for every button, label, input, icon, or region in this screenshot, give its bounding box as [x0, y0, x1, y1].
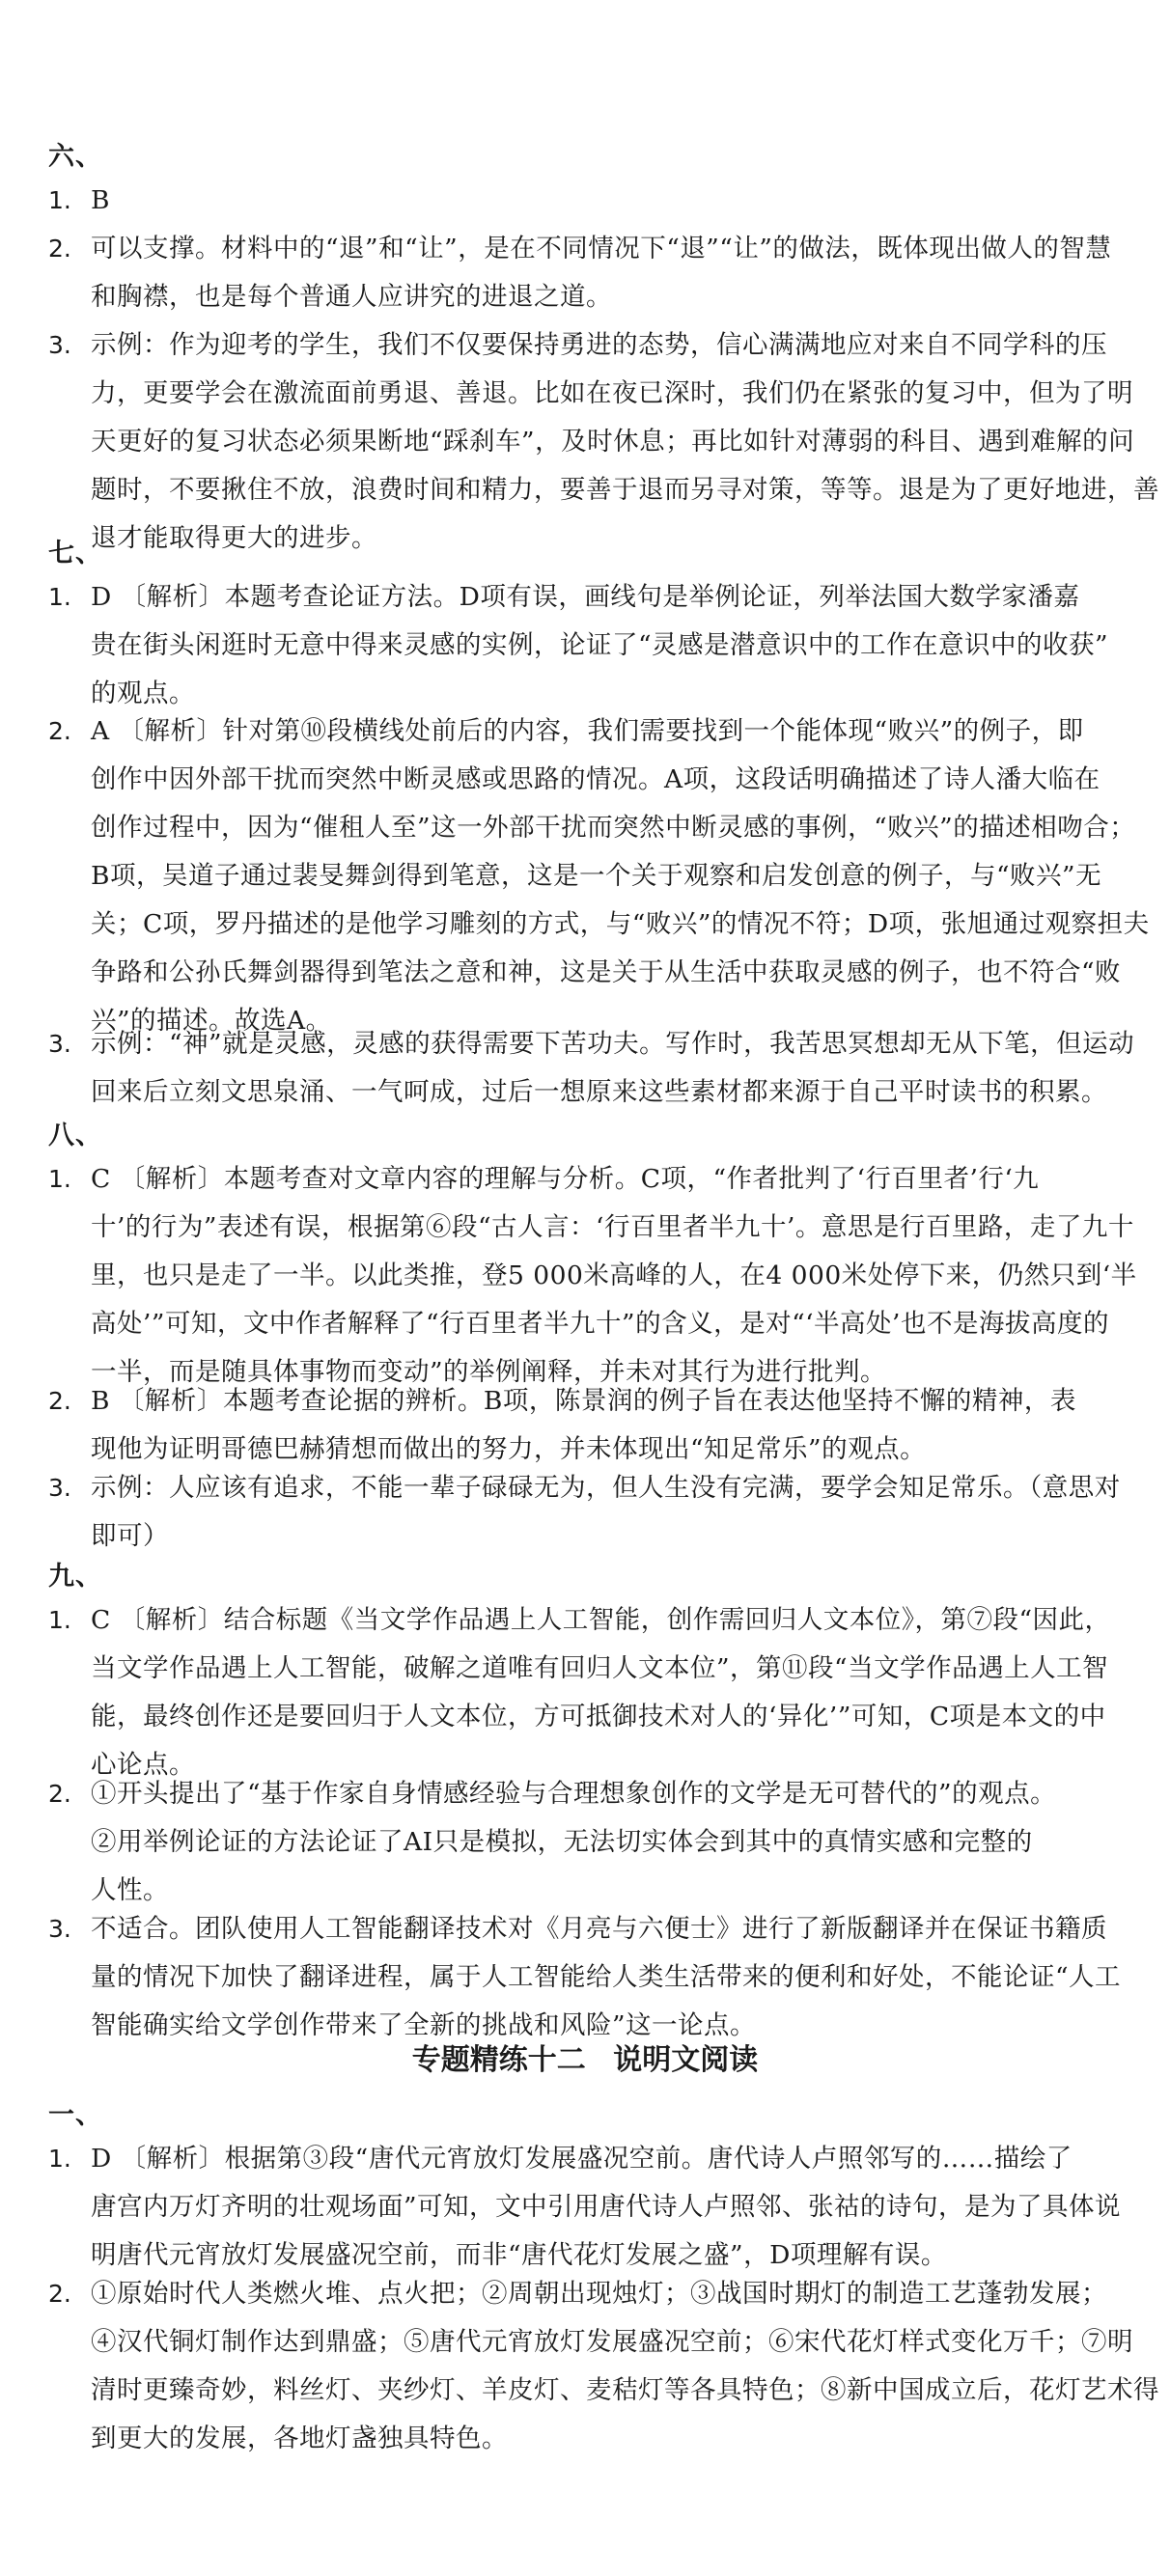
text-line: 能，最终创作还是要回归于人文本位，方可抵御技术对人的‘异化’”可知，C项是本文的中	[91, 1702, 1106, 1731]
text-line: 一半，而是随具体事物而变动”的举例阐释，并未对其行为进行批判。	[91, 1357, 887, 1387]
text-line: 示例：人应该有追求，不能一辈子碌碌无为，但人生没有完满，要学会知足常乐。（意思对	[91, 1473, 1121, 1503]
item-number: 2.	[48, 2280, 71, 2308]
item-number: 2.	[48, 1780, 71, 1808]
section-title: 九、	[48, 1562, 102, 1592]
text-line: 示例：作为迎考的学生，我们不仅要保持勇进的态势，信心满满地应对来自不同学科的压	[91, 330, 1107, 360]
item-number: 1.	[48, 1606, 71, 1634]
text-line: 高处’”可知，文中作者解释了“行百里者半九十”的含义，是对“‘半高处’也不是海拔高度的	[91, 1309, 1109, 1339]
text-line: 退才能取得更大的进步。	[91, 523, 377, 553]
text-line: ①原始时代人类燃火堆、点火把；②周朝出现烛灯；③战国时期灯的制造工艺蓬勃发展；	[91, 2279, 1107, 2309]
item-number: 3.	[48, 1030, 71, 1058]
item-number: 1.	[48, 186, 71, 214]
text-line: 创作过程中，因为“催租人至”这一外部干扰而突然中断灵感的事例，“败兴”的描述相吻合；	[91, 813, 1136, 843]
section-title: 六、	[48, 142, 102, 172]
text-line: 天更好的复习状态必须果断地“踩刹车”，及时休息；再比如针对薄弱的科目、遇到难解的问	[91, 427, 1135, 457]
item-number: 2.	[48, 235, 71, 263]
text-line: 力，更要学会在激流面前勇退、善退。比如在夜已深时，我们仍在紧张的复习中，但为了明	[91, 378, 1133, 408]
text-line: 争路和公孙氏舞剑器得到笔法之意和神，这是关于从生活中获取灵感的例子，也不符合“败	[91, 957, 1122, 987]
text-line: B	[91, 185, 110, 215]
item-number: 2.	[48, 717, 71, 745]
item-number: 3.	[48, 1474, 71, 1502]
text-line: 题时，不要揪住不放，浪费时间和精力，要善于退而另寻对策，等等。退是为了更好地进，善	[91, 475, 1159, 505]
text-line: 现他为证明哥德巴赫猜想而做出的努力，并未体现出“知足常乐”的观点。	[91, 1434, 927, 1464]
text-line: 量的情况下加快了翻译进程，属于人工智能给人类生活带来的便利和好处，不能论证“人工	[91, 1962, 1122, 1992]
item-number: 1.	[48, 583, 71, 611]
text-line: 到更大的发展，各地灯盏独具特色。	[91, 2424, 508, 2453]
text-line: B项，吴道子通过裴旻舞剑得到笔意，这是一个关于观察和启发创意的例子，与“败兴”无	[91, 861, 1102, 891]
text-line: 即可）	[91, 1521, 169, 1551]
text-line: D 〔解析〕本题考查论证方法。D项有误，画线句是举例论证，列举法国大数学家潘嘉	[91, 582, 1080, 612]
text-line: 可以支撑。材料中的“退”和“让”，是在不同情况下“退”“让”的做法，既体现出做人的智慧	[91, 234, 1112, 263]
text-line: D 〔解析〕根据第③段“唐代元宵放灯发展盛况空前。唐代诗人卢照邻写的……描绘了	[91, 2144, 1072, 2174]
item-number: 2.	[48, 1387, 71, 1415]
text-line: 不适合。团队使用人工智能翻译技术对《月亮与六便士》进行了新版翻译并在保证书籍质	[91, 1914, 1107, 1944]
item-number: 3.	[48, 331, 71, 359]
item-number: 1.	[48, 1165, 71, 1193]
section-title: 七、	[48, 539, 102, 568]
text-line: A 〔解析〕针对第⑩段横线处前后的内容，我们需要找到一个能体现“败兴”的例子，即	[91, 716, 1084, 746]
text-line: C 〔解析〕结合标题《当文学作品遇上人工智能，创作需回归人文本位》，第⑦段“因此，	[91, 1605, 1111, 1635]
text-line: 的观点。	[91, 679, 195, 708]
text-line: 唐宫内万灯齐明的壮观场面”可知，文中引用唐代诗人卢照邻、张祜的诗句，是为了具体说	[91, 2192, 1122, 2222]
section-title: 一、	[48, 2100, 102, 2130]
text-line: ②用举例论证的方法论证了AI只是模拟，无法切实体会到其中的真情实感和完整的	[91, 1827, 1033, 1857]
text-line: 十’的行为”表述有误，根据第⑥段“古人言：‘行百里者半九十’。意思是行百里路，走了九十	[91, 1212, 1134, 1242]
text-line: 智能确实给文学创作带来了全新的挑战和风险”这一论点。	[91, 2010, 757, 2040]
text-line: 人性。	[91, 1875, 169, 1905]
text-line: C 〔解析〕本题考查对文章内容的理解与分析。C项，“作者批判了‘行百里者’行‘九	[91, 1164, 1040, 1194]
text-line: 和胸襟，也是每个普通人应讲究的进退之道。	[91, 282, 612, 312]
text-line: 当文学作品遇上人工智能，破解之道唯有回归人文本位”，第⑪段“当文学作品遇上人工智	[91, 1653, 1109, 1683]
text-line: ④汉代铜灯制作达到鼎盛；⑤唐代元宵放灯发展盛况空前；⑥宋代花灯样式变化万千；⑦明	[91, 2327, 1133, 2357]
chapter-heading: 专题精练十二 说明文阅读	[411, 2043, 759, 2077]
item-number: 3.	[48, 1915, 71, 1943]
text-line: 关；C项，罗丹描述的是他学习雕刻的方式，与“败兴”的情况不符；D项，张旭通过观察担夫	[91, 909, 1150, 939]
text-line: 示例：“神”就是灵感，灵感的获得需要下苦功夫。写作时，我苦思冥想却无从下笔，但运动	[91, 1029, 1135, 1059]
text-line: 贵在街头闲逛时无意中得来灵感的实例，论证了“灵感是潜意识中的工作在意识中的收获”	[91, 630, 1109, 660]
text-line: 回来后立刻文思泉涌、一气呵成，过后一想原来这些素材都来源于自己平时读书的积累。	[91, 1077, 1107, 1107]
text-line: 创作中因外部干扰而突然中断灵感或思路的情况。A项，这段话明确描述了诗人潘大临在	[91, 764, 1100, 794]
text-line: ①开头提出了“基于作家自身情感经验与合理想象创作的文学是无可替代的”的观点。	[91, 1779, 1057, 1809]
text-line: 兴”的描述。故选A。	[91, 1006, 332, 1036]
text-line: 清时更臻奇妙，料丝灯、夹纱灯、羊皮灯、麦秸灯等各具特色；⑧新中国成立后，花灯艺术得	[91, 2375, 1159, 2405]
text-line: 心论点。	[91, 1750, 195, 1780]
section-title: 八、	[48, 1121, 102, 1150]
text-line: 明唐代元宵放灯发展盛况空前，而非“唐代花灯发展之盛”，D项理解有误。	[91, 2240, 947, 2270]
text-line: 里，也只是走了一半。以此类推，登5 000米高峰的人，在4 000米处停下来，仍然只到‘半	[91, 1260, 1137, 1290]
item-number: 1.	[48, 2145, 71, 2173]
text-line: B 〔解析〕本题考查论据的辨析。B项，陈景润的例子旨在表达他坚持不懈的精神，表	[91, 1386, 1076, 1416]
